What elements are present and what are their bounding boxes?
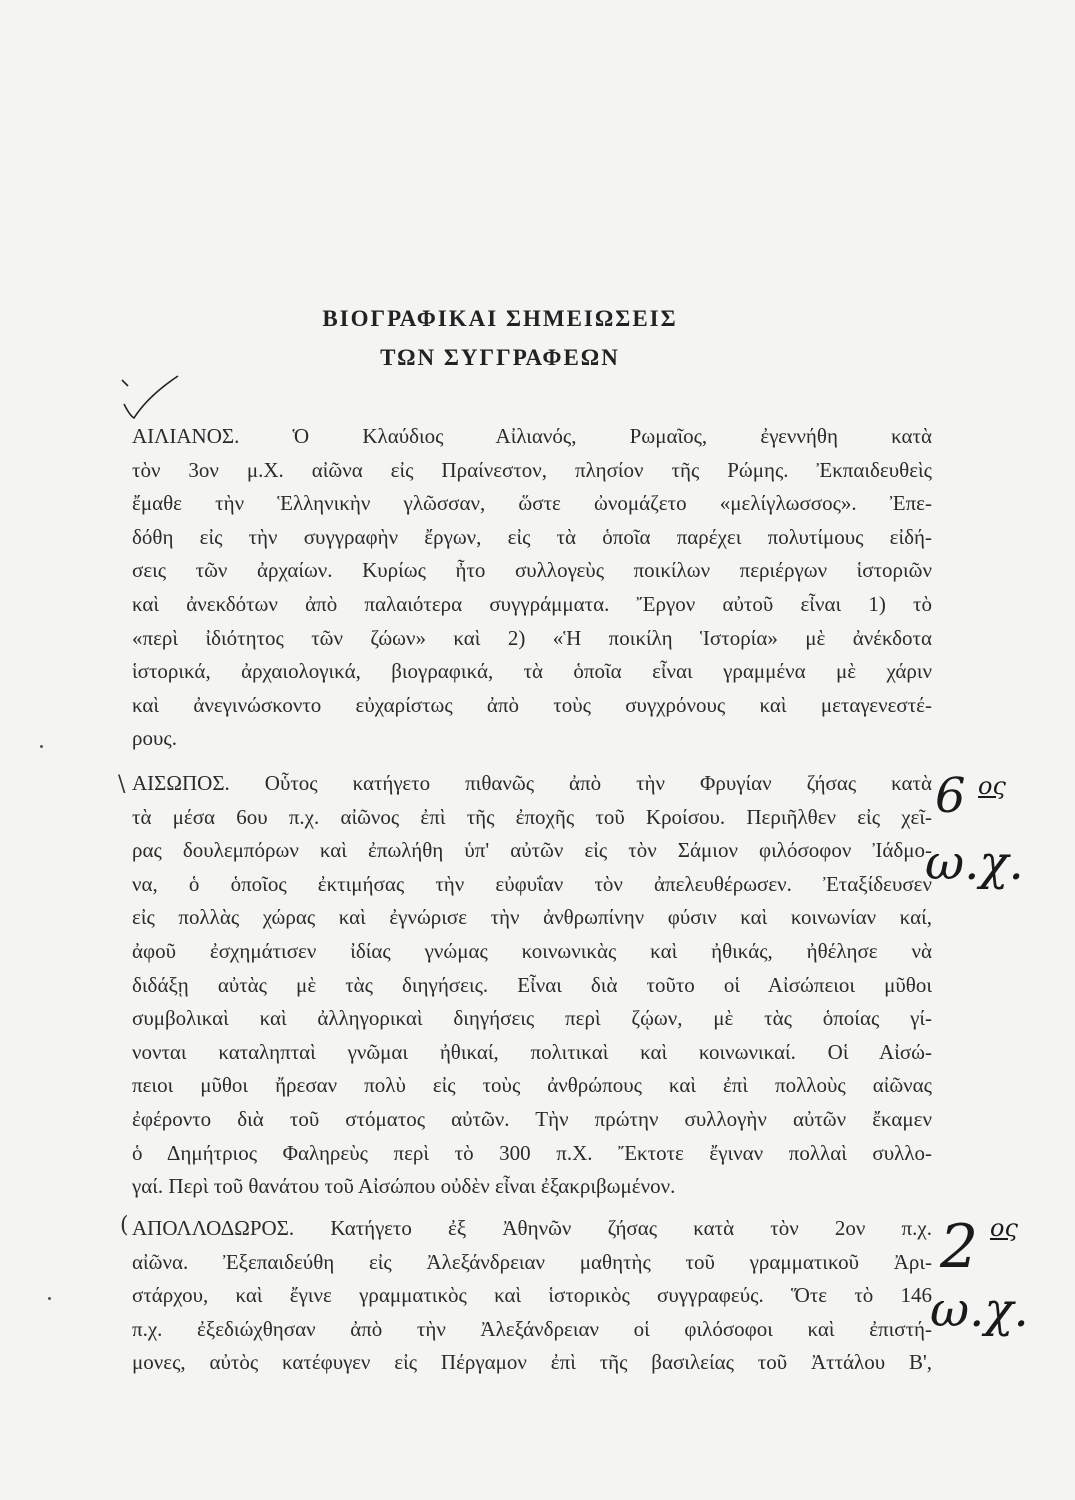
- handwritten-note-suffix: ος: [990, 1214, 1018, 1242]
- text-line: τὰ μέσα 6ου π.χ. αἰῶνος ἐπὶ τῆς ἐποχῆς τοῦ Κροίσου. Περιῆλθεν εἰς χεῖ-: [132, 804, 932, 829]
- stray-dot: [48, 1297, 51, 1300]
- text-line: π.χ. ἐξεδιώχθησαν ἀπὸ τὴν Ἀλεξάνδρειαν οἱ φιλόσοφοι καὶ ἐπιστή-: [132, 1316, 932, 1341]
- text-line: σεις τῶν ἀρχαίων. Κυρίως ἦτο συλλογεὺς ποικίλων περιέργων ἱστοριῶν: [132, 558, 932, 583]
- text-line: μονες, αὐτὸς κατέφυγεν εἰς Πέργαμον ἐπὶ τῆς βασιλείας τοῦ Ἀττάλου Β',: [132, 1350, 932, 1375]
- entry-aisopos: [132, 767, 932, 1204]
- text-line: ρας δουλεμπόρων καὶ ἐπωλήθη ὑπ' αὐτῶν εἰς τὸν Σάμιον φιλόσοφον Ἰάδμο-: [132, 838, 932, 863]
- text-line: διδάξῃ αὐτὰς μὲ τὰς διηγήσεις. Εἶναι διὰ τοῦτο οἱ Αἰσώπειοι μῦθοι: [132, 972, 932, 997]
- handwritten-note-century: 6: [935, 768, 966, 824]
- text-line: συμβολικαὶ καὶ ἀλληγορικαὶ διηγήσεις περὶ ζῴων, μὲ τὰς ὁποίας γί-: [132, 1006, 932, 1031]
- text-line: να, ὁ ὁποῖος ἐκτιμήσας τὴν εὐφυΐαν τὸν ἀπελευθέρωσεν. Ἐταξίδευσεν: [132, 871, 932, 896]
- text-line: ἔμαθε τὴν Ἑλληνικὴν γλῶσσαν, ὥστε ὠνομάζετο «μελίγλωσσος». Ἐπε-: [132, 491, 932, 516]
- handwritten-note-century: 2: [940, 1212, 979, 1282]
- text-line: στάρχου, καὶ ἔγινε γραμματικὸς καὶ ἱστορικὸς συγγραφεύς. Ὅτε τὸ 146: [132, 1283, 932, 1308]
- text-line: εἰς πολλὰς χώρας καὶ ἐγνώρισε τὴν ἀνθρωπίνην φύσιν καὶ κοινωνίαν καί,: [132, 905, 932, 930]
- text-line: ἐφέροντο διὰ τοῦ στόματος αὐτῶν. Τὴν πρώτην συλλογὴν αὐτῶν ἔκαμεν: [132, 1106, 932, 1131]
- text-line: ὁ Δημήτριος Φαληρεὺς περὶ τὸ 300 π.Χ. Ἔκτοτε ἔγιναν πολλαὶ συλλο-: [132, 1140, 932, 1165]
- check-mark-icon: [118, 374, 188, 424]
- text-line: νονται καταληπταὶ γνῶμαι ἠθικαί, πολιτικαὶ καὶ κοινωνικαί. Οἱ Αἰσώ-: [132, 1039, 932, 1064]
- tick-mark-icon: (: [120, 1213, 129, 1238]
- text-line: ΑΠΟΛΛΟΔΩΡΟΣ. Κατήγετο ἐξ Ἀθηνῶν ζήσας κατὰ τὸν 2ον π.χ.: [132, 1216, 932, 1240]
- tick-mark-icon: \: [118, 772, 126, 797]
- text-line: καὶ ἀνεκδότων ἀπὸ παλαιότερα συγγράμματα. Ἔργον αὐτοῦ εἶναι 1) τὸ: [132, 591, 932, 616]
- stray-dot: [40, 745, 43, 748]
- text-line: δόθη εἰς τὴν συγγραφὴν ἔργων, εἰς τὰ ὁποῖα παρέχει πολυτίμους εἰδή-: [132, 524, 932, 549]
- text-line: ΑΙΣΩΠΟΣ. Οὗτος κατήγετο πιθανῶς ἀπὸ τὴν Φρυγίαν ζήσας κατὰ: [132, 771, 932, 795]
- entry-ailianos: [132, 420, 932, 756]
- text-line: καὶ ἀνεγινώσκοντο εὐχαρίστως ἀπὸ τοὺς συγχρόνους καὶ μεταγενεστέ-: [132, 692, 932, 717]
- text-line: αἰῶνα. Ἐξεπαιδεύθη εἰς Ἀλεξάνδρειαν μαθητὴς τοῦ γραμματικοῦ Ἀρι-: [132, 1249, 932, 1274]
- handwritten-note-era: ω.χ.: [925, 835, 1024, 891]
- handwritten-note-suffix: ος: [978, 772, 1006, 800]
- entry-apollodoros: [132, 1212, 932, 1380]
- text-line: ΑΙΛΙΑΝΟΣ. Ὁ Κλαύδιος Αἰλιανός, Ρωμαῖος, ἐγεννήθη κατὰ: [132, 424, 932, 448]
- text-line: «περὶ ἰδιότητος τῶν ζώων» καὶ 2) «Ἡ ποικίλη Ἱστορία» μὲ ἀνέκδοτα: [132, 625, 932, 650]
- page-title-line-1: ΒΙΟΓΡΑΦΙΚΑΙ ΣΗΜΕΙΩΣΕΙΣ: [322, 306, 678, 331]
- text-line: ἱστορικά, ἀρχαιολογικά, βιογραφικά, τὰ ὁποῖα εἶναι γραμμένα μὲ χάριν: [132, 659, 932, 684]
- text-line: ἀφοῦ ἐσχημάτισεν ἰδίας γνώμας κοινωνικὰς καὶ ἠθικάς, ἠθέλησε νὰ: [132, 938, 932, 963]
- handwritten-note-era: ω.χ.: [930, 1282, 1029, 1338]
- page-title-line-2: ΤΩΝ ΣΥΓΓΡΑΦΕΩΝ: [380, 345, 620, 370]
- text-line: ρους.: [132, 726, 177, 751]
- text-line: γαί. Περὶ τοῦ θανάτου τοῦ Αἰσώπου οὐδὲν εἶναι ἐξακριβωμένον.: [132, 1174, 676, 1199]
- text-line: πειοι μῦθοι ἤρεσαν πολὺ εἰς τοὺς ἀνθρώπους καὶ ἐπὶ πολλοὺς αἰῶνας: [132, 1073, 932, 1098]
- text-line: τὸν 3ον μ.Χ. αἰῶνα εἰς Πραίνεστον, πλησίον τῆς Ρώμης. Ἐκπαιδευθεὶς: [132, 457, 932, 482]
